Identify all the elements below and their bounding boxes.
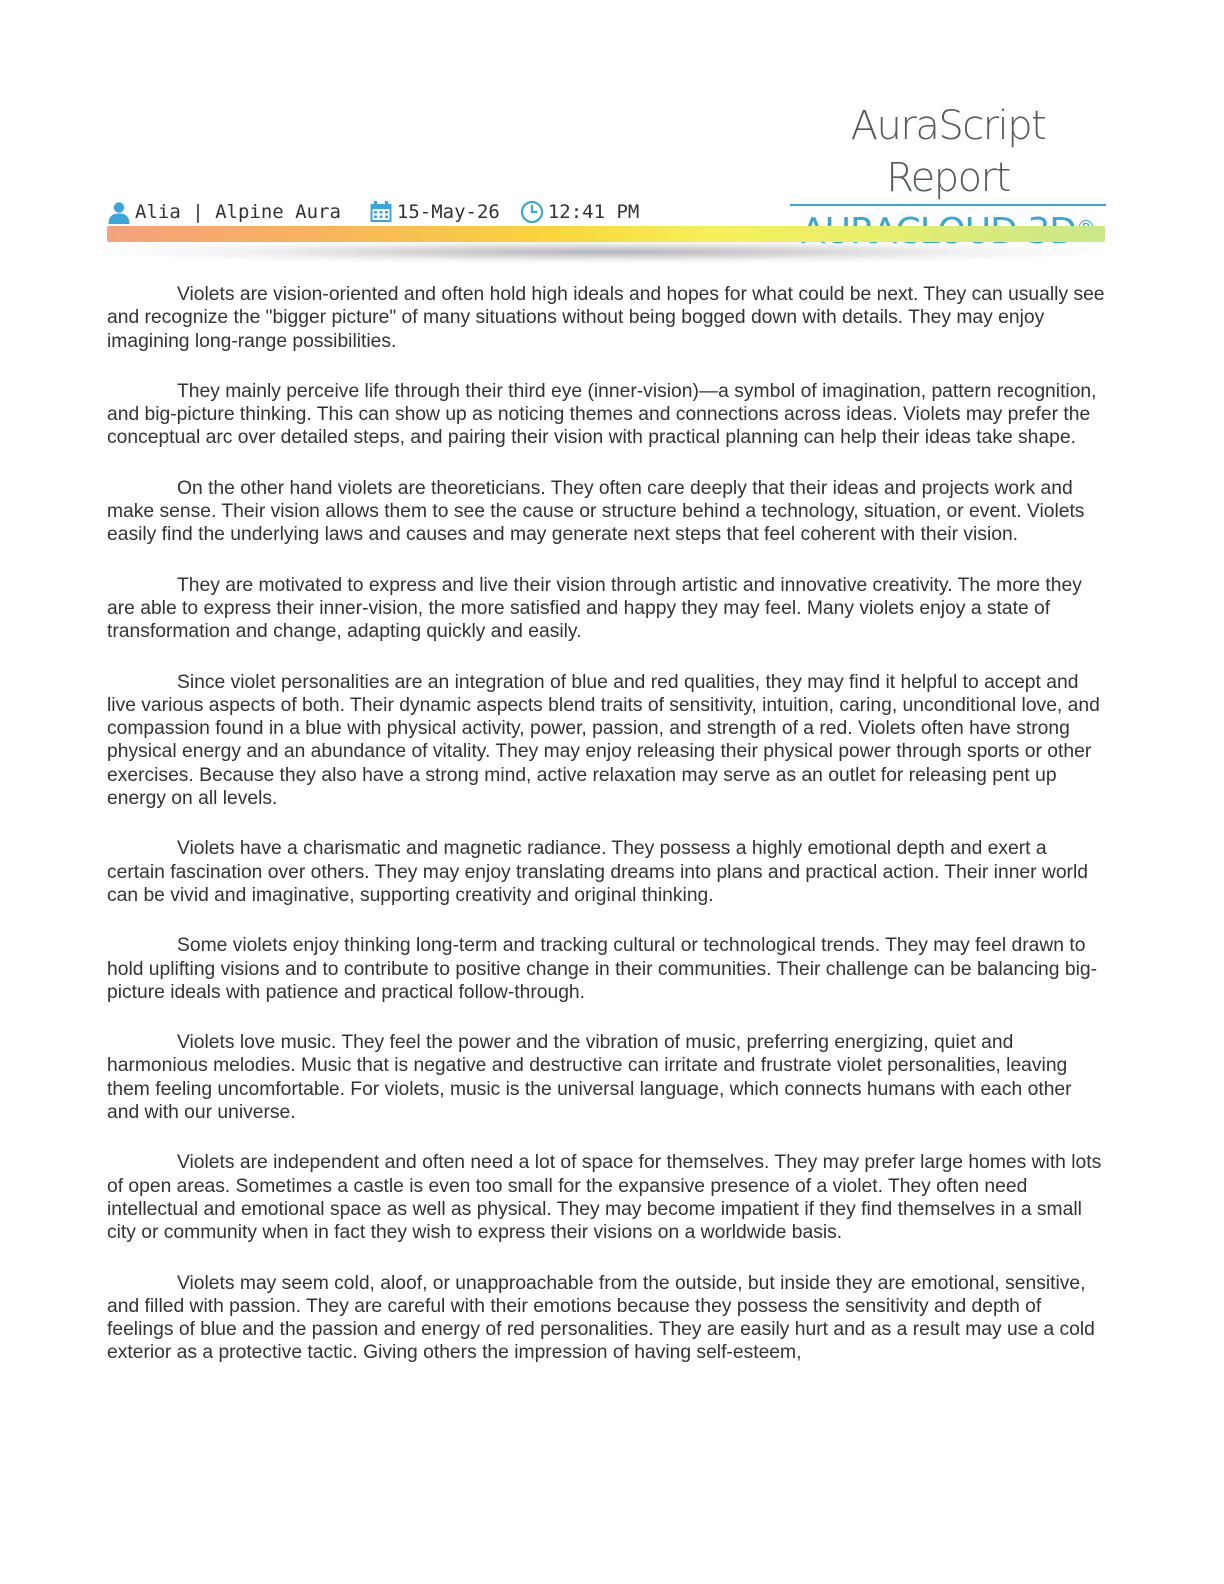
report-title: AuraScript Report (850, 103, 1046, 201)
report-date: 15-May-26 (396, 201, 500, 223)
date-info (369, 200, 500, 224)
header-shadow (107, 241, 1105, 275)
time-info (520, 200, 640, 224)
paragraph: Violets are independent and often need a lot of space for themselves. They may prefer large homes with lots of open areas. Sometimes a castle is even too small for the expansive presence of a violet. They often need intellectual and emotional space as well as physical. They may become impatient if they find themselves in a small city or community when in fact they wish to express their visions on a worldwide basis. (107, 1152, 1102, 1244)
paragraph: Violets may seem cold, aloof, or unapproachable from the outside, but inside they are emotional, sensitive, and filled with passion. They are careful with their emotions because they possess the sensitivity and depth of feelings of blue and the passion and energy of red personalities. They are easily hurt and as a result may use a cold exterior as a protective tactic. Giving others the impression of having self-esteem, (107, 1272, 1095, 1364)
paragraph: Violets have a charismatic and magnetic radiance. They possess a highly emotional depth and exert a certain fascination over others. They may enjoy translating dreams into plans and practical action. Their inner world can be vivid and imaginative, supporting creativity and original thinking. (107, 838, 1088, 906)
paragraph: They mainly perceive life through their third eye (inner-vision)—a symbol of imagination, pattern recognition, and big-picture thinking. This can show up as noticing themes and connections across ideas. Violets may prefer the conceptual arc over detailed steps, and pairing their vision with practical planning can help their ideas take shape. (107, 380, 1097, 449)
paragraph: They are motivated to express and live their vision through artistic and innovative creativity. The more they are able to express their inner-vision, the more satisfied and happy they may feel. Many violets enjoy a state of transformation and change, adapting quickly and easily. (107, 574, 1082, 643)
aura-color-bar (107, 226, 1105, 242)
paragraph: Violets are vision-oriented and often hold high ideals and hopes for what could be next. They can usually see and recognize the "bigger picture" of many situations without being bogged down with details. They may enjoy imagining long-range possibilities. (107, 284, 1105, 352)
clock-icon (520, 200, 544, 224)
report-meta (107, 198, 639, 226)
calendar-icon (369, 200, 393, 224)
paragraph: Some violets enjoy thinking long-term and tracking cultural or technological trends. They may feel drawn to hold uplifting visions and to contribute to positive change in their communities. Their challenge can be balancing big-picture ideals with patience and practical follow-through. (107, 935, 1098, 1003)
paragraph: Violets love music. They feel the power and the vibration of music, preferring energizing, quiet and harmonious melodies. Music that is negative and destructive can irritate and frustrate violet personalities, leaving them feeling uncomfortable. For violets, music is the universal language, which connects humans with each other and with our universe. (107, 1032, 1072, 1124)
report-body (107, 283, 1107, 1392)
user-label: Alia | Alpine Aura (135, 201, 341, 223)
user-icon (107, 200, 131, 224)
report-time: 12:41 PM (547, 201, 640, 223)
paragraph: Since violet personalities are an integration of blue and red qualities, they may find it helpful to accept and live various aspects of both. Their dynamic aspects blend traits of sensitivity, intuition, caring, unconditional love, and compassion found in a blue with physical activity, power, passion, and strength of a red. Violets often have strong physical energy and an abundance of vitality. They may enjoy releasing their physical power through sports or other exercises. Because they also have a strong mind, active relaxation may serve as an outlet for releasing pent up energy on all levels. (107, 671, 1100, 810)
paragraph: On the other hand violets are theoreticians. They often care deeply that their ideas and projects work and make sense. Their vision allows them to see the cause or structure behind a technology, situation, or event. Violets easily find the underlying laws and causes and may generate next steps that feel coherent with their vision. (107, 477, 1085, 546)
user-info (107, 200, 341, 224)
